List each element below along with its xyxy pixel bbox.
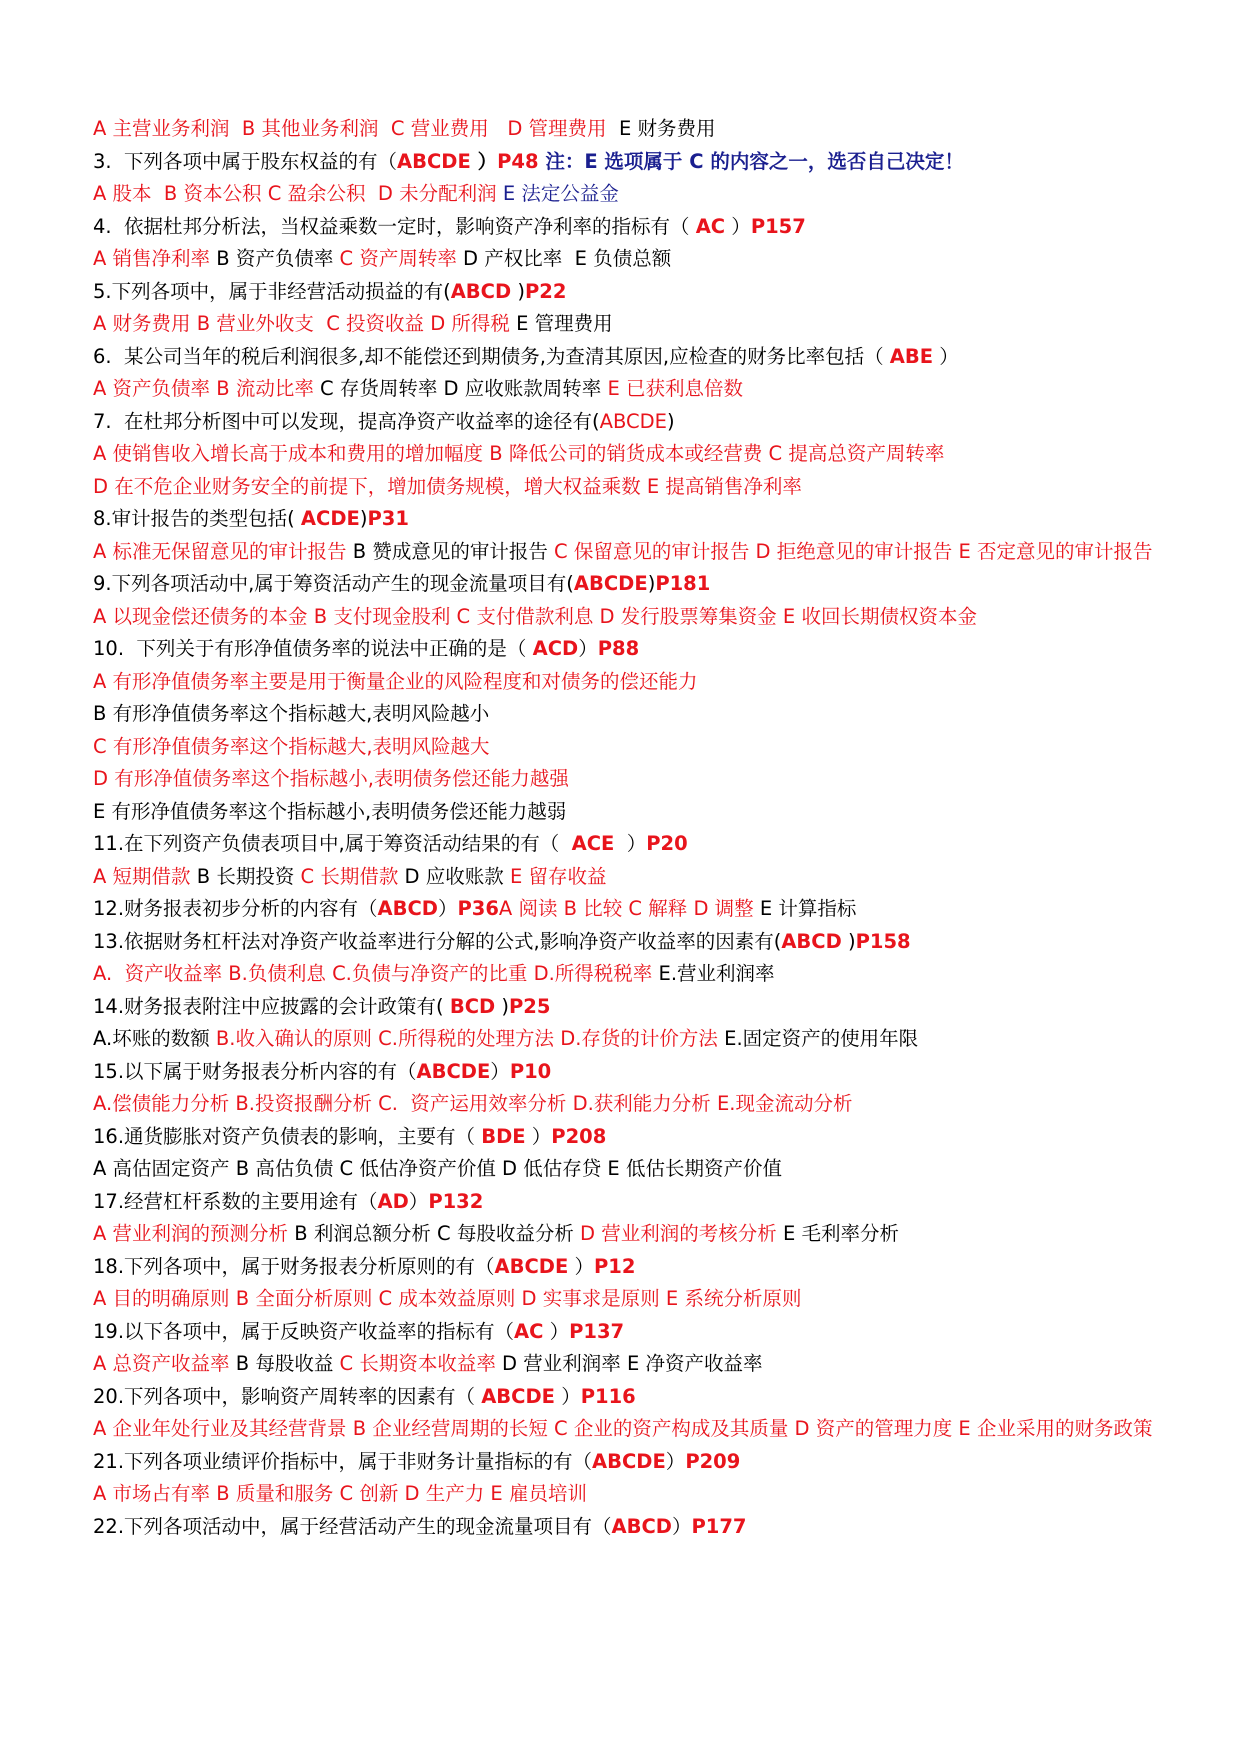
line-q18 <box>93 1251 1153 1284</box>
text-segment: AC <box>514 1319 544 1343</box>
text-segment: A 销售净利率 <box>93 247 211 270</box>
line-q3-options <box>93 178 1153 211</box>
text-segment: B 每股收益 <box>229 1352 340 1375</box>
text-segment: D 应收账款 <box>398 864 510 888</box>
line-q19 <box>93 1316 1153 1349</box>
text-segment: A 高估固定资产 B 高估负债 C 低估净资产价值 D 低估存贷 E 低估长期资产价值 <box>93 1157 782 1180</box>
line-q6 <box>93 341 1153 374</box>
line-q21 <box>93 1446 1153 1479</box>
line-q21-options <box>93 1478 1153 1511</box>
line-q14-options <box>93 1023 1153 1056</box>
text-segment: A 总资产收益率 <box>93 1352 230 1375</box>
text-segment: A 有形净值债务率主要是用于衡量企业的风险程度和对债务的偿还能力 <box>93 669 698 693</box>
text-segment: A 使销售收入增长高于成本和费用的增加幅度 B 降低公司的销货成本或经营费 C 提高总资产周转率 <box>93 442 945 465</box>
text-segment: E 管理费用 <box>509 312 613 335</box>
line-q5 <box>93 276 1153 309</box>
text-segment: C 有形净值债务率这个指标越大,表明风险越大 <box>93 734 490 758</box>
text-segment: ） <box>525 1124 552 1148</box>
text-segment: P181 <box>655 572 711 595</box>
line-q3 <box>93 146 1153 179</box>
text-segment: D 营业利润率 E 净资产收益率 <box>495 1352 763 1375</box>
text-segment: P88 <box>597 637 640 660</box>
text-segment: ACE <box>571 832 615 855</box>
text-segment: E 有形净值债务率这个指标越小,表明债务偿还能力越弱 <box>93 799 567 823</box>
text-segment: B 长期投资 <box>190 864 301 888</box>
text-segment: 20.下列各项中，影响资产周转率的因素有（ <box>93 1384 482 1408</box>
line-q15 <box>93 1056 1153 1089</box>
text-segment: ) <box>666 409 675 433</box>
text-segment: A.偿债能力分析 B.投资报酬分析 C. 资产运用效率分析 D.获利能力分析 E.现金流动分析 <box>93 1092 853 1115</box>
text-segment: ） <box>933 344 959 368</box>
line-q18-options <box>93 1283 1153 1316</box>
text-segment: 14.财务报表附注中应披露的会计政策有( <box>93 994 450 1018</box>
text-segment: ） <box>614 832 647 855</box>
text-segment: ABE <box>889 344 934 368</box>
text-segment: P116 <box>580 1384 636 1408</box>
text-segment: B 赞成意见的审计报告 <box>346 539 555 563</box>
line-q7 <box>93 406 1153 439</box>
text-segment: ） <box>408 1189 429 1213</box>
text-segment: ABCDE <box>573 572 648 595</box>
text-segment: P25 <box>509 994 551 1018</box>
line-q10-e <box>93 796 1153 829</box>
text-segment: P209 <box>685 1449 741 1473</box>
line-q10 <box>93 633 1153 666</box>
line-q13 <box>93 926 1153 959</box>
text-segment: 注：E 选项属于 C 的内容之一，选否自己决定！ <box>538 149 964 173</box>
text-segment: P157 <box>750 214 806 238</box>
line-q15-options <box>93 1088 1153 1121</box>
text-segment: ABCDE <box>494 1254 569 1278</box>
line-q4 <box>93 211 1153 244</box>
text-segment: E 法定公益金 <box>496 182 619 205</box>
line-q20 <box>93 1381 1153 1414</box>
text-segment: ABCDE <box>599 409 667 433</box>
text-segment: ACDE <box>300 507 360 530</box>
line-q2-options <box>93 113 1153 146</box>
text-segment: ABCDE <box>397 149 471 173</box>
text-segment: A 主营业务利润 B 其他业务利润 C 营业费用 D 管理费用 <box>93 117 607 140</box>
text-segment: ABCDE <box>416 1059 491 1083</box>
text-segment: ） <box>490 1059 510 1083</box>
line-q10-d <box>93 763 1153 796</box>
text-segment: B 资产负债率 <box>210 247 340 270</box>
text-segment: B 有形净值债务率这个指标越大,表明风险越小 <box>93 702 490 725</box>
text-segment: ) <box>359 507 368 530</box>
text-segment: ABCDE <box>592 1449 666 1473</box>
text-segment: E 财务费用 <box>606 117 716 140</box>
line-q17 <box>93 1186 1153 1219</box>
text-segment: P177 <box>691 1514 747 1538</box>
text-segment: 7. 在杜邦分析图中可以发现，提高净资产收益率的途径有( <box>93 409 600 433</box>
text-segment: 13.依据财务杠杆法对净资产收益率进行分解的公式,影响净资产收益率的因素有( <box>93 929 782 953</box>
text-segment: 5.下列各项中，属于非经营活动损益的有( <box>93 279 451 303</box>
text-segment: C 资产周转率 <box>339 247 457 270</box>
line-q6-options <box>93 373 1153 406</box>
text-segment: A 目的明确原则 B 全面分析原则 C 成本效益原则 D 实事求是原则 E 系统分析原则 <box>93 1287 802 1310</box>
text-segment: A 企业年处行业及其经营背景 B 企业经营周期的长短 C 企业的资产构成及其质量 D 资产的管理力度 E 企业采用的财务政策 <box>93 1417 1153 1440</box>
line-q8-options <box>93 536 1153 569</box>
text-segment: 9.下列各项活动中,属于筹资活动产生的现金流量项目有( <box>93 572 574 595</box>
text-segment: P20 <box>646 832 688 855</box>
line-q9 <box>93 568 1153 601</box>
line-q19-options <box>93 1348 1153 1381</box>
text-segment: B 利润总额分析 C 每股收益分析 <box>288 1222 581 1245</box>
line-q10-c <box>93 731 1153 764</box>
text-segment: 18.下列各项中，属于财务报表分析原则的有（ <box>93 1254 495 1278</box>
text-segment: P31 <box>367 507 409 530</box>
text-segment: P10 <box>509 1059 552 1083</box>
text-segment: ） <box>543 1319 570 1343</box>
text-segment: D 在不危企业财务安全的前提下，增加债务规模，增大权益乘数 E 提高销售净利率 <box>93 474 802 498</box>
line-q16 <box>93 1121 1153 1154</box>
line-q10-a <box>93 666 1153 699</box>
text-segment: A 市场占有率 B 质量和服务 C 创新 D 生产力 E 雇员培训 <box>93 1482 587 1505</box>
text-segment: ABCD <box>450 279 512 303</box>
text-segment: P12 <box>594 1254 636 1278</box>
text-segment: 10. 下列关于有形净值债务率的说法中正确的是（ <box>93 637 533 660</box>
text-segment: A. 资产收益率 B.负债利息 C.负债与净资产的比重 D.所得税税率 <box>93 962 653 985</box>
text-segment: P48 <box>497 149 539 173</box>
text-segment: ABCDE <box>481 1384 555 1408</box>
text-segment: P22 <box>524 279 567 303</box>
text-segment: E 计算指标 <box>753 897 857 920</box>
line-q8 <box>93 503 1153 536</box>
text-segment: ） <box>568 1254 594 1278</box>
text-segment: 4. 依据杜邦分析法，当权益乘数一定时，影响资产净利率的指标有（ <box>93 214 696 238</box>
text-segment: E.固定资产的使用年限 <box>717 1027 919 1050</box>
text-segment: A 阅读 B 比较 C 解释 D 调整 <box>498 897 754 920</box>
text-segment: A 财务费用 B 营业外收支 C 投资收益 D 所得税 <box>93 312 510 335</box>
line-q12 <box>93 893 1153 926</box>
text-segment: P132 <box>428 1189 484 1213</box>
line-q5-options <box>93 308 1153 341</box>
text-segment: P36 <box>457 897 499 920</box>
line-q17-options <box>93 1218 1153 1251</box>
text-segment: A 股本 B 资本公积 C 盈余公积 D 未分配利润 <box>93 182 497 205</box>
text-segment: ) <box>841 929 856 953</box>
line-q7-options-2 <box>93 471 1153 504</box>
text-segment: 6. 某公司当年的税后利润很多,却不能偿还到期债务,为查清其原因,应检查的财务比率包括（ <box>93 344 890 368</box>
line-q14 <box>93 991 1153 1024</box>
text-segment: D 有形净值债务率这个指标越小,表明债务偿还能力越强 <box>93 767 569 790</box>
text-segment: C 存货周转率 D 应收账款周转率 <box>313 377 608 400</box>
text-segment: ） <box>671 1514 692 1538</box>
text-segment: ） <box>555 1384 581 1408</box>
text-segment: D 产权比率 E 负债总额 <box>456 247 672 270</box>
text-segment: C 长期资本收益率 <box>339 1352 496 1375</box>
line-q13-options <box>93 958 1153 991</box>
line-q22 <box>93 1511 1153 1544</box>
text-segment: 19.以下各项中，属于反映资产收益率的指标有（ <box>93 1319 515 1343</box>
line-q11 <box>93 828 1153 861</box>
text-segment: E 已获利息倍数 <box>607 377 743 400</box>
text-segment: 3. 下列各项中属于股东权益的有（ <box>93 149 398 173</box>
text-segment: A 以现金偿还债务的本金 B 支付现金股利 C 支付借款利息 D 发行股票筹集资金 E 收回长期债权资本金 <box>93 604 977 628</box>
text-segment: ABCD <box>611 1514 672 1538</box>
text-segment: P208 <box>551 1124 607 1148</box>
line-q9-options <box>93 601 1153 634</box>
text-segment: BDE <box>481 1124 526 1148</box>
text-segment: C 保留意见的审计报告 D 拒绝意见的审计报告 E 否定意见的审计报告 <box>554 539 1153 563</box>
text-segment: 12.财务报表初步分析的内容有（ <box>93 897 378 920</box>
text-segment: B.收入确认的原则 C.所得税的处理方法 D.存货的计价方法 <box>215 1027 718 1050</box>
text-segment: ） <box>437 897 458 920</box>
text-segment: ） <box>725 214 751 238</box>
text-segment: A 短期借款 <box>93 864 191 888</box>
text-segment: ） <box>665 1449 686 1473</box>
text-segment: 15.以下属于财务报表分析内容的有（ <box>93 1059 417 1083</box>
text-segment: ） <box>470 149 498 173</box>
text-segment: A 标准无保留意见的审计报告 <box>93 539 347 563</box>
line-q10-b <box>93 698 1153 731</box>
text-segment: AC <box>695 214 726 238</box>
text-segment: 21.下列各项业绩评价指标中，属于非财务计量指标的有（ <box>93 1449 593 1473</box>
line-q4-options <box>93 243 1153 276</box>
text-segment: E.营业利润率 <box>652 962 775 985</box>
text-segment: ACD <box>532 637 579 660</box>
text-segment: A.坏账的数额 <box>93 1027 216 1050</box>
text-segment: 8.审计报告的类型包括( <box>93 507 301 530</box>
text-segment: ） <box>578 637 598 660</box>
text-segment: P158 <box>855 929 911 953</box>
text-segment: ) <box>647 572 656 595</box>
line-q16-options <box>93 1153 1153 1186</box>
text-segment: ) <box>511 279 525 303</box>
line-q20-options <box>93 1413 1153 1446</box>
text-segment: E 毛利率分析 <box>776 1222 899 1245</box>
text-segment: D 营业利润的考核分析 <box>580 1222 777 1245</box>
text-segment: 22.下列各项活动中，属于经营活动产生的现金流量项目有（ <box>93 1514 612 1538</box>
text-segment: ABCD <box>377 897 438 920</box>
text-segment: ) <box>495 994 510 1018</box>
text-segment: C 长期借款 <box>300 864 399 888</box>
text-segment: AD <box>377 1189 409 1213</box>
line-q7-options-1 <box>93 438 1153 471</box>
text-segment: 16.通货膨胀对资产负债表的影响，主要有（ <box>93 1124 482 1148</box>
text-segment: P137 <box>569 1319 625 1343</box>
text-segment: A 资产负债率 B 流动比率 <box>93 377 314 400</box>
text-segment: ABCD <box>781 929 842 953</box>
text-segment: BCD <box>449 994 496 1018</box>
line-q11-options <box>93 861 1153 894</box>
document-page <box>93 113 1153 1543</box>
text-segment: E 留存收益 <box>509 864 607 888</box>
text-segment: 17.经营杠杆系数的主要用途有（ <box>93 1189 378 1213</box>
text-segment: 11.在下列资产负债表项目中,属于筹资活动结果的有（ <box>93 832 572 855</box>
text-segment: A 营业利润的预测分析 <box>93 1222 289 1245</box>
